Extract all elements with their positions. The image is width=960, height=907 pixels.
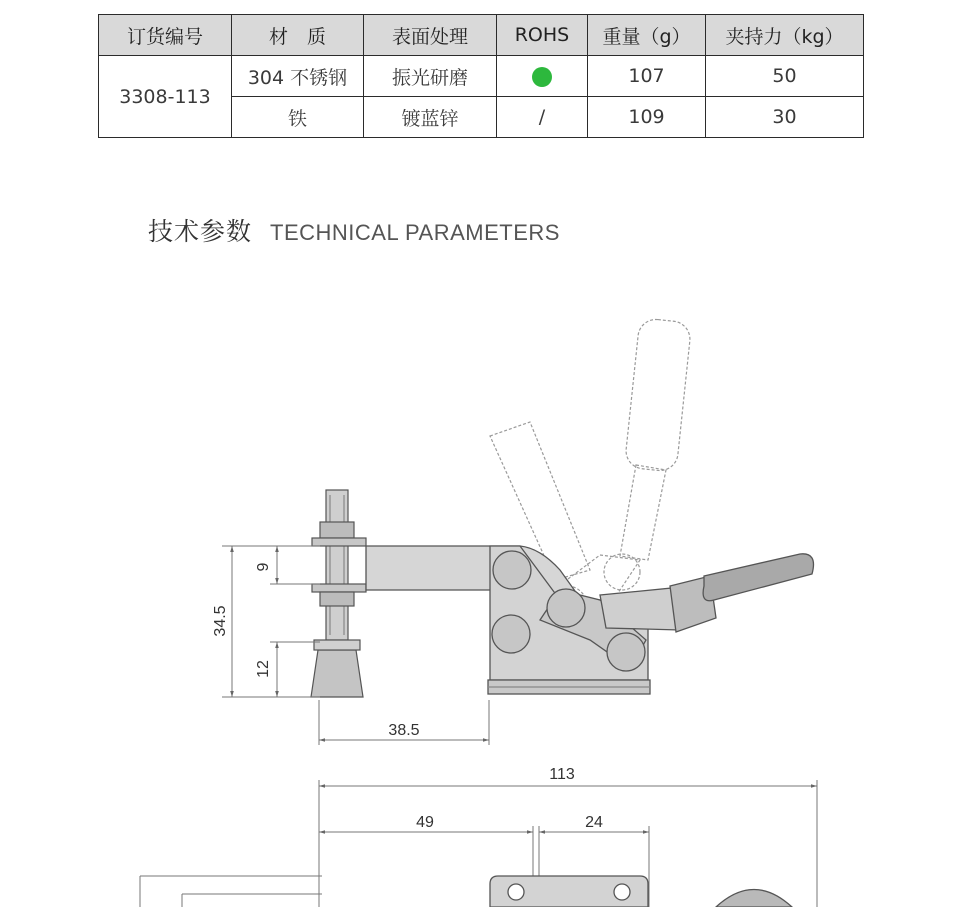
order-code-cell: 3308-113 [99, 56, 232, 138]
finish-cell: 镀蓝锌 [364, 97, 497, 138]
dim-hole-spacing: 24 [585, 814, 603, 831]
weight-cell: 109 [588, 97, 706, 138]
header-rohs: ROHS [497, 15, 588, 56]
force-cell: 30 [706, 97, 864, 138]
dim-overall-length: 113 [549, 766, 575, 783]
header-force: 夹持力（kg） [706, 15, 864, 56]
material-cell: 铁 [232, 97, 364, 138]
weight-cell: 107 [588, 56, 706, 97]
spindle [311, 490, 366, 697]
plan-view [490, 876, 792, 907]
section-title-en: TECHNICAL PARAMETERS [270, 220, 560, 245]
finish-cell: 振光研磨 [364, 56, 497, 97]
header-material: 材 质 [232, 15, 364, 56]
dim-reach: 38.5 [388, 722, 420, 739]
dim-height-total: 34.5 [212, 605, 229, 637]
dim-base-to-hole: 49 [416, 814, 434, 831]
section-title-cn: 技术参数 [148, 217, 253, 246]
header-order-code: 订货编号 [99, 15, 232, 56]
force-cell: 50 [706, 56, 864, 97]
header-finish: 表面处理 [364, 15, 497, 56]
rohs-cell: / [497, 97, 588, 138]
dim-spindle-height: 12 [255, 660, 272, 678]
handle [600, 554, 814, 632]
dim-upper-gap: 9 [255, 562, 272, 572]
header-weight: 重量（g） [588, 15, 706, 56]
material-cell: 304 不锈钢 [232, 56, 364, 97]
